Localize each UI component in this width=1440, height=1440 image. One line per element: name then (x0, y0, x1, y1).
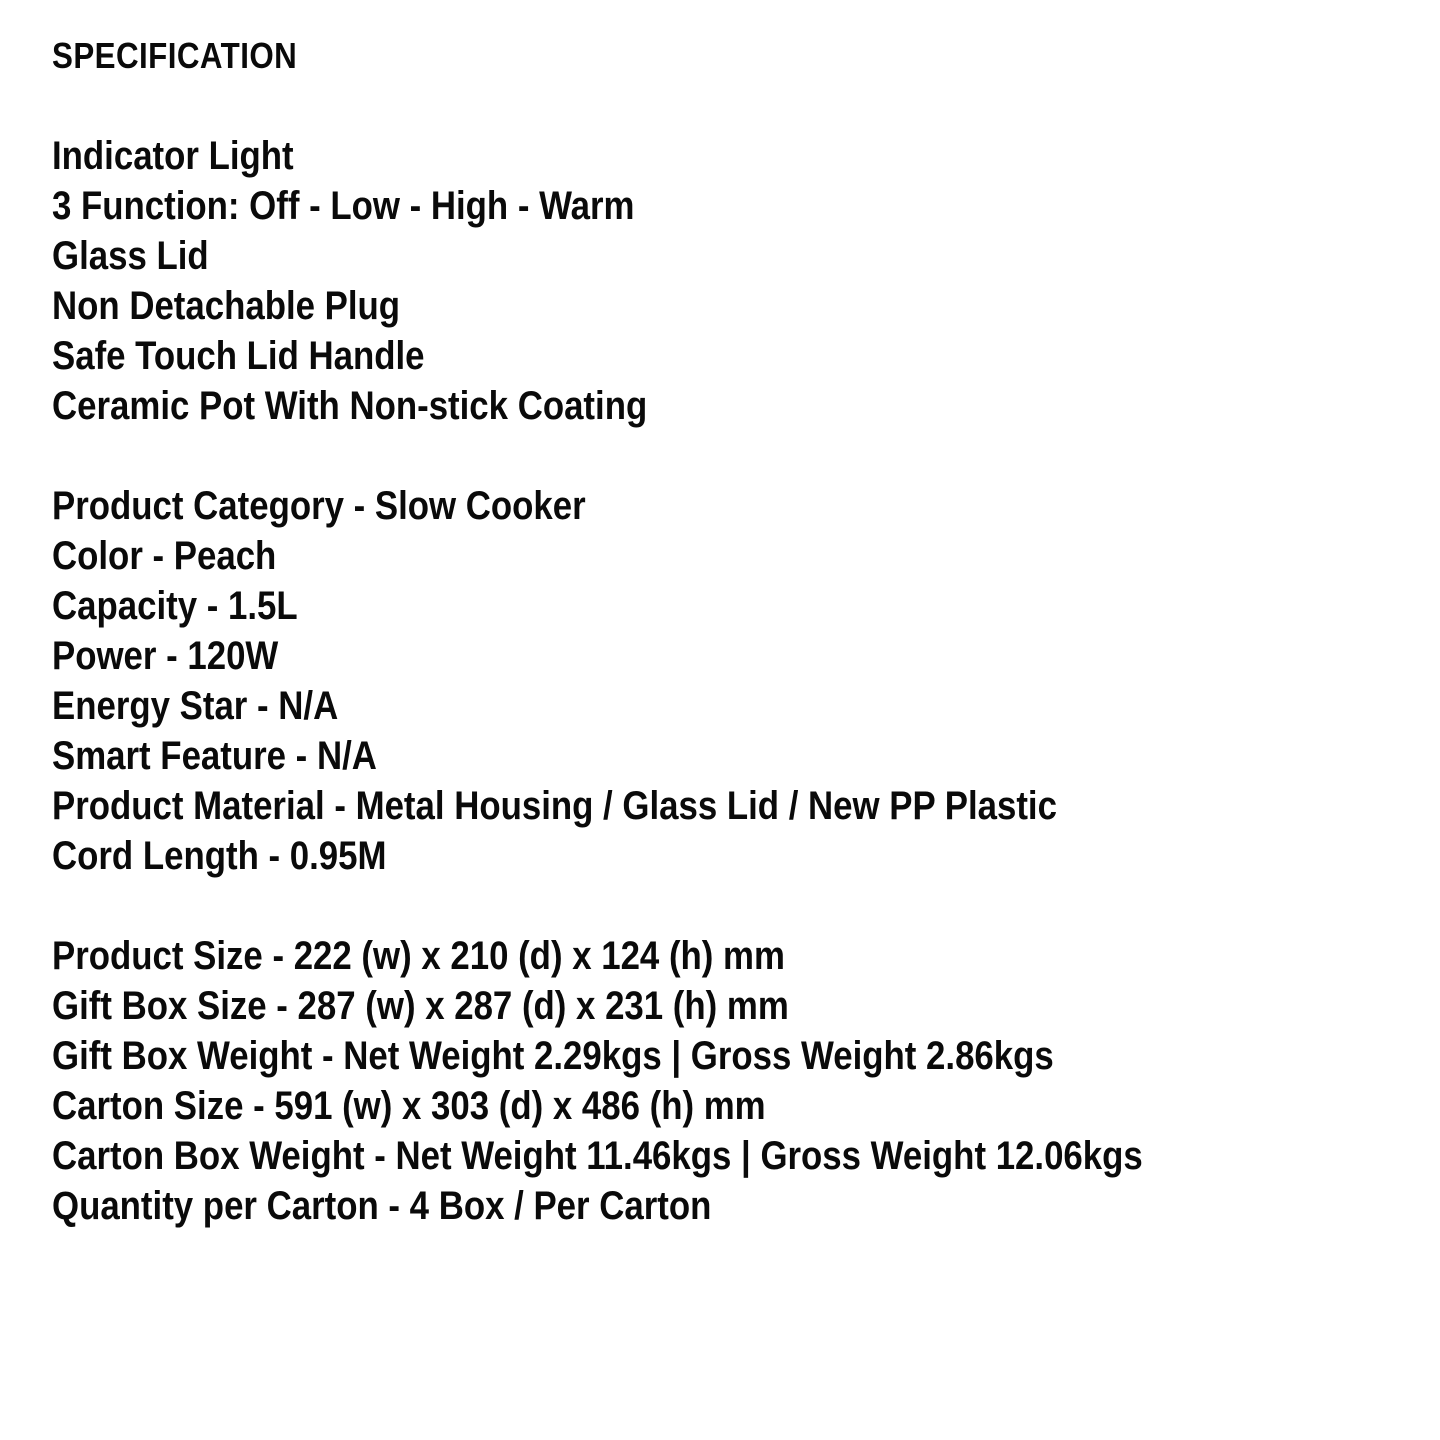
attribute-line: Product Material - Metal Housing / Glass Lid / New PP Plastic (52, 784, 1057, 828)
feature-line: Non Detachable Plug (52, 284, 401, 328)
attribute-line: Product Category - Slow Cooker (52, 484, 586, 528)
feature-line: Glass Lid (52, 234, 209, 278)
spec-text-block (52, 31, 1401, 1231)
feature-line: 3 Function: Off - Low - High - Warm (52, 184, 635, 228)
attributes-section (52, 481, 1401, 881)
attribute-line: Cord Length - 0.95M (52, 834, 387, 878)
attribute-line: Smart Feature - N/A (52, 734, 377, 778)
logistics-line: Gift Box Weight - Net Weight 2.29kgs | Gross Weight 2.86kgs (52, 1034, 1054, 1078)
logistics-line: Product Size - 222 (w) x 210 (d) x 124 (h) mm (52, 934, 785, 978)
attribute-line: Power - 120W (52, 634, 279, 678)
logistics-section (52, 931, 1401, 1231)
logistics-line: Carton Box Weight - Net Weight 11.46kgs | Gross Weight 12.06kgs (52, 1134, 1143, 1178)
attribute-line: Energy Star - N/A (52, 684, 339, 728)
logistics-line: Carton Size - 591 (w) x 303 (d) x 486 (h) mm (52, 1084, 766, 1128)
feature-line: Indicator Light (52, 134, 294, 178)
feature-line: Safe Touch Lid Handle (52, 334, 425, 378)
feature-line: Ceramic Pot With Non-stick Coating (52, 384, 648, 428)
features-section (52, 131, 1401, 431)
attribute-line: Capacity - 1.5L (52, 584, 298, 628)
logistics-line: Quantity per Carton - 4 Box / Per Carton (52, 1184, 712, 1228)
logistics-line: Gift Box Size - 287 (w) x 287 (d) x 231 (h) mm (52, 984, 789, 1028)
attribute-line: Color - Peach (52, 534, 277, 578)
page-title: SPECIFICATION (52, 35, 298, 76)
